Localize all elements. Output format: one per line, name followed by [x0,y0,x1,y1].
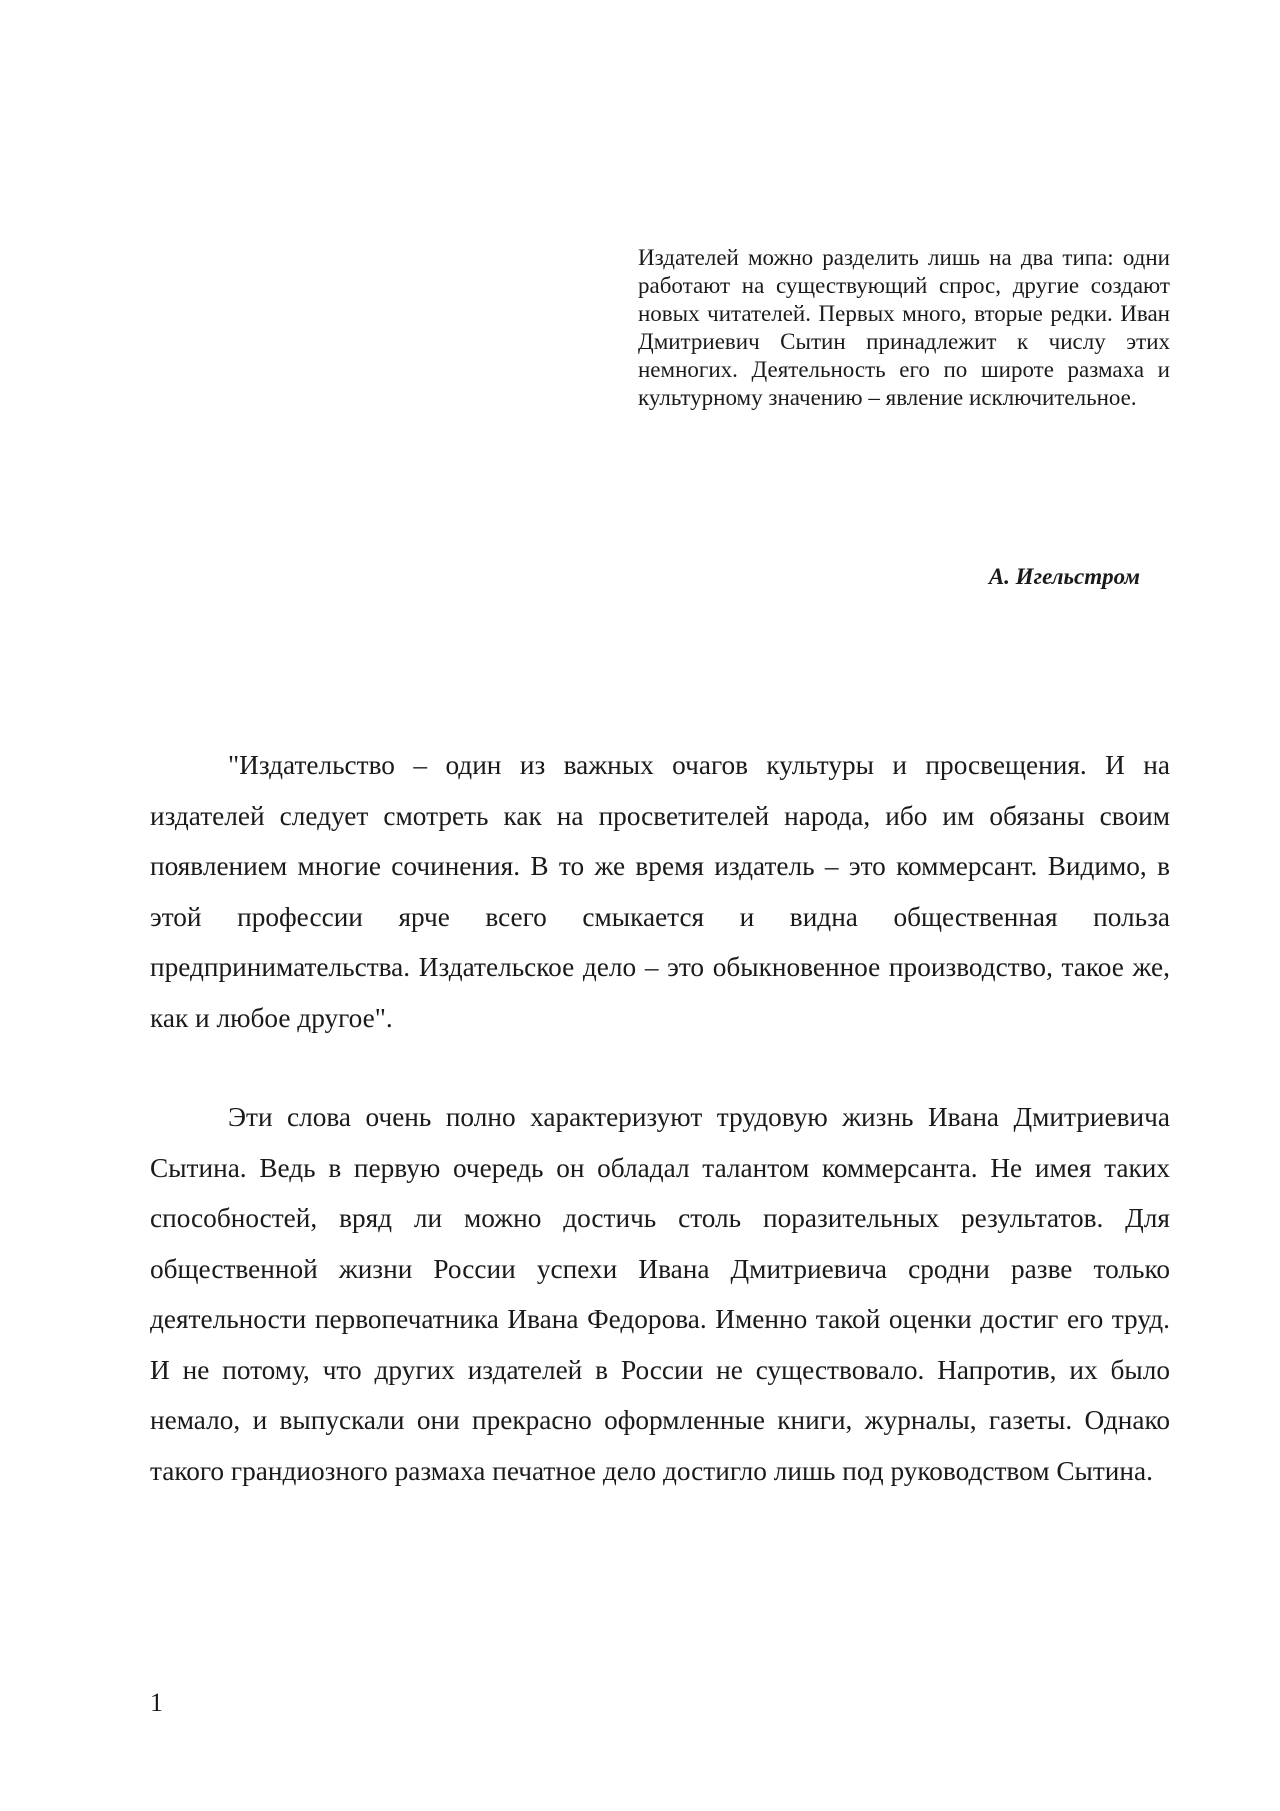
epigraph-author: А. Игельстром [988,564,1140,589]
body-paragraph-1: "Издательство – один из важных очагов культуры и просвещения. И на издателей следует смотреть как на просветителей народа, ибо им обязаны своим появлением многие сочинения. В то же время издатель – это коммерсант. Видимо, в этой профессии ярче всего смыкается и видна общественная польза предпринимательства. Издательское дело – это обыкновенное производство, такое же, как и любое другое". [150,750,1170,1033]
body-paragraph-2: Эти слова очень полно характеризуют трудовую жизнь Ивана Дмитриевича Сытина. Ведь в первую очередь он обладал талантом коммерсанта. Не имея таких способностей, вряд ли можно достичь столь поразительных результатов. Для общественной жизни России успехи Ивана Дмитриевича сродни разве только деятельности первопечатника Ивана Федорова. Именно такой оценки достиг его труд. И не потому, что других издателей в России не существовало. Напротив, их было немало, и выпускали они прекрасно оформленные книги, журналы, газеты. Однако такого грандиозного размаха печатное дело достигло лишь под руководством Сытина. [150,1102,1170,1486]
page-number: 1 [150,1688,163,1717]
epigraph-text: Издателей можно разделить лишь на два типа: одни работают на существующий спрос, другие создают новых читателей. Первых много, вторые редки. Иван Дмитриевич Сытин принадлежит к числу этих немногих. Деятельность его по широте размаха и культурному значению – явление исключительное. [638,245,1170,410]
